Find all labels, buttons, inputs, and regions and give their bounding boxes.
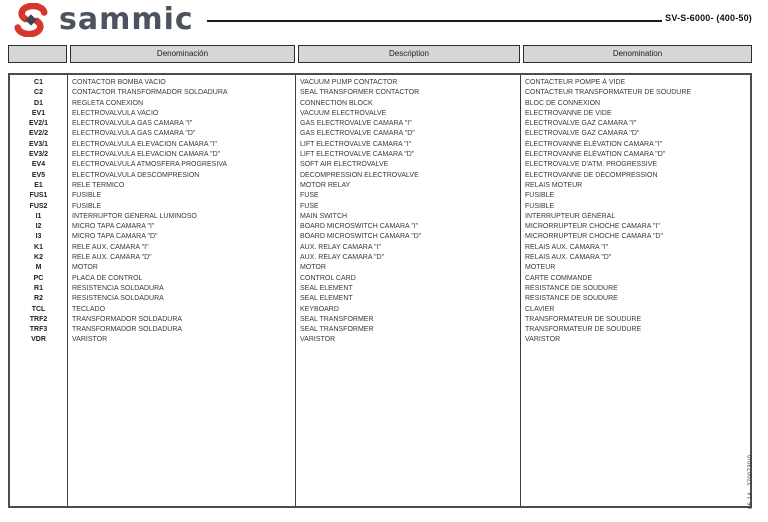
cell-denominacion: MOTOR	[72, 264, 98, 272]
cell-denominacion: ELECTROVALVULA ELEVACION CAMARA "D"	[72, 151, 221, 159]
cell-denomination: MICRORRUPTEUR CHOCHE CAMARA "I"	[525, 223, 660, 231]
cell-description: FUSE	[300, 202, 319, 210]
doc-code-vertical: 06-14 - 2700730/0	[748, 454, 754, 509]
logo-diamond	[25, 14, 36, 25]
table-rows	[10, 78, 750, 346]
cell-description: CONTROL CARD	[300, 274, 356, 282]
cell-denominacion: ELECTROVALVULA ATMOSFERA PROGRESIVA	[72, 161, 228, 169]
row-code: EV3/1	[28, 140, 49, 148]
cell-denomination: FUSIBLE	[525, 192, 555, 200]
cell-description: CONNECTION BLOCK	[300, 99, 373, 107]
row-code: C1	[34, 79, 43, 86]
cell-denominacion: INTERRUPTOR GENERAL LUMINOSO	[72, 212, 197, 220]
cell-denomination: CARTE COMMANDE	[525, 274, 593, 282]
cell-denominacion: ELECTROVALVULA ELEVACION CAMARA "I"	[72, 140, 218, 148]
cell-denomination: RELAIS AUX. CAMARA "I"	[525, 243, 609, 251]
row-code: I2	[35, 223, 42, 231]
row-code: TRF2	[29, 315, 48, 323]
cell-denominacion: ELECTROVALVULA GAS CAMARA "D"	[72, 130, 196, 138]
row-code: EV2/1	[28, 120, 49, 128]
cell-denomination: RELAIS AUX. CAMARA "D"	[525, 254, 612, 262]
row-code: FUS1	[29, 192, 48, 200]
cell-denomination: VARISTOR	[525, 336, 561, 344]
cell-denomination: TRANSFORMATEUR DE SOUDURE	[525, 315, 642, 323]
row-code: R2	[34, 295, 43, 303]
cell-denominacion: RESISTENCIA SOLDADURA	[72, 295, 164, 303]
cell-denomination: BLOC DE CONNEXION	[525, 99, 601, 107]
cell-description: GAS ELECTROVALVE CAMARA "I"	[300, 120, 412, 128]
row-code: EV3/2	[28, 151, 49, 159]
cell-description: BOARD MICROSWITCH CAMARA "D"	[300, 233, 422, 241]
row-code: EV5	[31, 171, 46, 179]
row-code: C2	[34, 89, 43, 97]
row-code: EV1	[31, 109, 46, 117]
cell-denominacion: ELECTROVALVULA GAS CAMARA "I"	[72, 120, 193, 128]
cell-denomination: CONTACTEUR TRANSFORMATEUR DE SOUDURE	[525, 89, 692, 97]
cell-denominacion: TECLADO	[72, 305, 106, 313]
cell-description: DECOMPRESSION ELECTROVALVE	[300, 171, 419, 179]
model-number: SV-S-6000- (400-50)	[665, 13, 752, 23]
cell-description: LIFT ELECTROVALVE CAMARA "D"	[300, 151, 415, 159]
cell-denomination: ÉLECTROVANNE ÉLÉVATION CAMARA "I"	[525, 140, 663, 148]
cell-denominacion: TRANSFORMADOR SOLDADURA	[72, 326, 183, 334]
sammic-s-icon	[10, 3, 52, 37]
cell-denominacion: ELECTROVALVULA DESCOMPRESION	[72, 171, 200, 179]
brand-wordmark: sammic	[59, 2, 194, 37]
cell-denomination: RÉSISTANCE DE SOUDURE	[525, 295, 618, 303]
cell-denomination: INTERRUPTEUR GÉNÉRAL	[525, 212, 616, 220]
row-code: M	[35, 264, 42, 272]
row-code: R1	[34, 284, 43, 292]
cell-denominacion: RELE TERMICO	[72, 181, 125, 189]
row-code: TCL	[31, 305, 46, 313]
cell-description: SEAL ELEMENT	[300, 295, 353, 303]
cell-denominacion: RESISTENCIA SOLDADURA	[72, 284, 164, 292]
brand-logo	[10, 3, 194, 37]
cell-denomination: RÉSISTANCE DE SOUDURE	[525, 284, 618, 292]
row-code: I3	[35, 233, 42, 241]
cell-denominacion: VARISTOR	[72, 336, 108, 344]
cell-denomination: ÉLECTROVALVE GAZ CAMARA "D"	[525, 130, 640, 138]
row-code: K1	[34, 243, 43, 251]
cell-denominacion: FUSIBLE	[72, 202, 102, 210]
cell-description: FUSE	[300, 192, 319, 200]
row-code: TRF3	[29, 326, 48, 334]
cell-description: MOTOR	[300, 264, 326, 272]
cell-denominacion: ELECTROVALVULA VACIO	[72, 109, 159, 117]
header-cell-code	[8, 45, 67, 63]
cell-description: GAS ELECTROVALVE CAMARA "D"	[300, 130, 415, 138]
header-cell-description: Description	[298, 45, 520, 63]
row-code: PC	[33, 274, 44, 282]
row-code: K2	[34, 254, 43, 262]
cell-description: VARISTOR	[300, 336, 336, 344]
cell-description: SEAL TRANSFORMER	[300, 326, 374, 334]
row-code: EV4	[31, 161, 46, 169]
cell-description: VACUUM PUMP CONTACTOR	[300, 79, 398, 86]
row-code: EV2/2	[28, 130, 49, 138]
cell-denominacion: REGLETA CONEXION	[72, 99, 144, 107]
cell-description: SEAL TRANSFORMER	[300, 315, 374, 323]
cell-description: VACUUM ELECTROVALVE	[300, 109, 387, 117]
cell-description: AUX. RELAY CAMARA "I"	[300, 243, 381, 251]
cell-description: SOFT AIR ELECTROVALVE	[300, 161, 389, 169]
cell-denomination: MOTEUR	[525, 264, 556, 272]
cell-denomination: ÉLECTROVANNE DE DÉCOMPRESSION	[525, 171, 658, 179]
cell-description: MOTOR RELAY	[300, 181, 351, 189]
cell-denomination: CONTACTEUR POMPE À VIDE	[525, 79, 626, 86]
cell-denominacion: FUSIBLE	[72, 192, 102, 200]
cell-denomination: CLAVIER	[525, 305, 555, 313]
row-code: FUS2	[29, 202, 48, 210]
cell-denomination: FUSIBLE	[525, 202, 555, 210]
cell-description: LIFT ELECTROVALVE CAMARA "I"	[300, 140, 412, 148]
cell-description: BOARD MICROSWITCH CAMARA "I"	[300, 223, 419, 231]
row-code: I1	[35, 212, 42, 220]
cell-denominacion: MICRO TAPA CAMARA "I"	[72, 223, 155, 231]
cell-denominacion: RELE AUX. CAMARA "D"	[72, 254, 152, 262]
components-table	[8, 73, 752, 508]
header-rule	[207, 20, 662, 22]
cell-denominacion: MICRO TAPA CAMARA "D"	[72, 233, 158, 241]
cell-denomination: MICRORRUPTEUR CHOCHE CAMARA "D"	[525, 233, 663, 241]
cell-denomination: ELECTROVANNE DE VIDE	[525, 109, 612, 117]
cell-denominacion: CONTACTOR BOMBA VACIO	[72, 79, 166, 86]
cell-denominacion: CONTACTOR TRANSFORMADOR SOLDADURA	[72, 89, 228, 97]
cell-denomination: ELECTROVALVE D'ATM. PROGRESSIVE	[525, 161, 658, 169]
row-code: D1	[34, 99, 43, 107]
cell-description: SEAL TRANSFORMER CONTACTOR	[300, 89, 420, 97]
row-code: VDR	[31, 336, 46, 344]
cell-denominacion: TRANSFORMADOR SOLDADURA	[72, 315, 183, 323]
row-code: E1	[34, 181, 43, 189]
cell-denomination: RELAIS MOTEUR	[525, 181, 583, 189]
table-header-row	[8, 45, 752, 63]
cell-denominacion: RELE AUX. CAMARA "I"	[72, 243, 149, 251]
cell-description: SEAL ELEMENT	[300, 284, 353, 292]
header-cell-denominacion: Denominación	[70, 45, 295, 63]
cell-description: MAIN SWITCH	[300, 212, 348, 220]
header-cell-denomination: Denomination	[523, 45, 752, 63]
cell-denomination: ÉLECTROVANNE ÉLÉVATION CAMARA "D"	[525, 151, 666, 159]
cell-denomination: TRANSFORMATEUR DE SOUDURE	[525, 326, 642, 334]
cell-description: KEYBOARD	[300, 305, 339, 313]
cell-description: AUX. RELAY CAMARA "D"	[300, 254, 385, 262]
cell-denominacion: PLACA DE CONTROL	[72, 274, 143, 282]
cell-denomination: ÉLECTROVALVE GAZ CAMARA "I"	[525, 120, 637, 128]
